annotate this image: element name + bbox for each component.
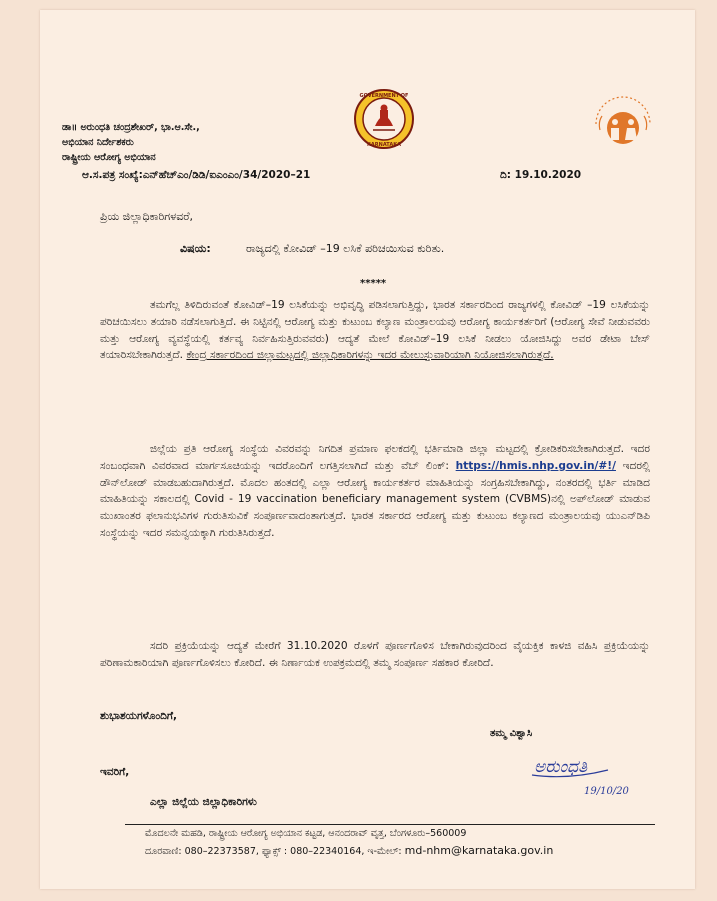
recipient: ಎಲ್ಲಾ ಜಿಲ್ಲೆಯ ಜಿಲ್ಲಾಧಿಕಾರಿಗಳು — [150, 796, 257, 808]
government-emblem-icon — [353, 88, 415, 150]
closing: ಶುಭಾಶಯಗಳೊಂದಿಗೆ, — [100, 710, 177, 722]
separator: ***** — [360, 278, 387, 289]
signature-image — [528, 750, 648, 800]
paragraph-1-underlined: ಕೇಂದ್ರ ಸರ್ಕಾರದಿಂದ ಜಿಲ್ಲಾಮಟ್ಟದಲ್ಲಿ ಜಿಲ್ಲಾಧಿಕಾರಿಗಳನ್ನು ಇದರ ಮೇಲುಸ್ತುವಾರಿಯಾಗಿ ನಿಯೋಜಿಸಲಾಗಿರುತ್ತದೆ. — [186, 349, 554, 362]
emblem-bottom-text: KARNATAKA — [367, 142, 401, 148]
paragraph-2-part1: ಜಿಲ್ಲೆಯ ಪ್ರತಿ ಆರೋಗ್ಯ ಸಂಸ್ಥೆಯ ವಿವರವನ್ನು ನಿಗದಿತ ಪ್ರಮಾಣ ಫಲಕದಲ್ಲಿ ಭರ್ತಿಮಾಡಿ ಜಿಲ್ಲಾ ಮಟ್ಟದಲ್ಲಿ ಕ್ರೋಡಿಕರಿಸಬೇಕಾಗಿರುತ್ತದೆ. ಇದರ ಸಂಬಂಧವಾಗಿ ವಿವರವಾದ ಮಾರ್ಗಸೂಚಿಯನ್ನು ಇದರೊಂದಿಗೆ ಲಗತ್ತಿಸಲಾಗಿದೆ ಮತ್ತು ವೆಬ್ ಲಿಂಕ್: — [100, 443, 650, 472]
footer-address: ಮೊದಲನೇ ಮಹಡಿ, ರಾಷ್ಟ್ರೀಯ ಆರೋಗ್ಯ ಅಭಿಯಾನ ಕಟ್ಟಡ, ಆನಂದರಾವ್ ವೃತ್ತ, ಬೆಂಗಳೂರು–560009 — [145, 828, 467, 839]
paragraph-2-part2: ಇದರಲ್ಲಿ ಡೌನ್‌ಲೋಡ್ ಮಾಡಬಹುದಾಗಿರುತ್ತದೆ. ಮೊದಲ ಹಂತದಲ್ಲಿ ಎಲ್ಲಾ ಆರೋಗ್ಯ ಕಾರ್ಯಕರ್ತರ ಮಾಹಿತಿಯನ್ನು ಸಂಗ್ರಹಿಸಬೇಕಾಗಿದ್ದು, ನಂತರದಲ್ಲಿ ಭರ್ತಿ ಮಾಡಿದ ಮಾಹಿತಿಯನ್ನು ಸಕಾಲದಲ್ಲಿ Covid - 19 vaccination beneficiary management system (CVBMS)ನಲ್ಲಿ ಅಪ್‌ಲೋಡ್ ಮಾಡುವ ಮುಖಾಂತರ ಫಲಾನುಭವಿಗಳ ಗುರುತಿಸುವಿಕೆ ಸಂಪೂರ್ಣವಾದಂತಾಗುತ್ತದೆ. ಭಾರತ ಸರ್ಕಾರದ ಆರೋಗ್ಯ ಮತ್ತು ಕುಟುಂಬ ಕಲ್ಯಾಣದ ಮಂತ್ರಾಲಯವು ಯುಎನ್‌ಡಿಪಿ ಸಂಸ್ಥೆಯನ್ನು ಇದರ ಸಮನ್ವಯಕ್ಕಾಗಿ ಗುರುತಿಸಿರುತ್ತದೆ. — [100, 459, 650, 539]
subject-text: ರಾಜ್ಯದಲ್ಲಿ ಕೋವಿಡ್ –19 ಲಸಿಕೆ ಪರಿಚಯಿಸುವ ಕುರಿತು. — [246, 242, 445, 255]
sender-designation: ಅಭಿಯಾನ ನಿರ್ದೇಶಕರು — [62, 137, 134, 148]
footer-email[interactable]: md-nhm@karnataka.gov.in — [404, 844, 554, 857]
letter-date: ದಿ: 19.10.2020 — [500, 169, 582, 181]
to-label: ಇವರಿಗೆ, — [100, 766, 130, 778]
sender-organization: ರಾಷ್ಟ್ರೀಯ ಆರೋಗ್ಯ ಅಭಿಯಾನ — [62, 152, 156, 163]
footer-contact — [145, 844, 553, 857]
footer-phone-fax: ದೂರವಾಣಿ: 080–22373587, ಫ್ಯಾಕ್ಸ್ : 080–22340164, ಇ-ಮೇಲ್: — [145, 846, 402, 857]
paragraph-1-text: ತಮಗೆಲ್ಲ ತಿಳಿದಿರುವಂತೆ ಕೋವಿಡ್–19 ಲಸಿಕೆಯನ್ನು ಅಭಿವೃದ್ಧಿ ಪಡಿಸಲಾಗುತ್ತಿದ್ದು, ಭಾರತ ಸರ್ಕಾರದಿಂದ ರಾಜ್ಯಗಳಲ್ಲಿ ಕೋವಿಡ್ –19 ಲಸಿಕೆಯನ್ನು ಪರಿಚಯಿಸಲು ತಯಾರಿ ನಡೆಸಲಾಗುತ್ತಿದೆ. ಈ ನಿಟ್ಟಿನಲ್ಲಿ ಆರೋಗ್ಯ ಮತ್ತು ಕುಟುಂಬ ಕಲ್ಯಾಣ ಮಂತ್ರಾಲಯವು ಆರೋಗ್ಯ ಕಾರ್ಯಕರ್ತರಿಗೆ (ಆರೋಗ್ಯ ಸೇವೆ ನೀಡುವವರು ಮತ್ತು ಆರೋಗ್ಯ ವ್ಯವಸ್ಥೆಯಲ್ಲಿ ಕರ್ತವ್ಯ ನಿರ್ವಹಿಸುತ್ತಿರುವವರು) ಆದ್ಯತೆ ಮೇಲೆ ಕೋವಿಡ್–19 ಲಸಿಕೆ ನೀಡಲು ಯೋಜಿಸಿದ್ದು ಅವರ ಡೇಟಾ ಬೇಸ್ ತಯಾರಿಸಬೇಕಾಗಿರುತ್ತದೆ. — [100, 299, 650, 362]
sender-block — [62, 120, 292, 165]
subject-label: ವಿಷಯ: — [180, 242, 211, 255]
reference-number: ಆ.ಸ.ಪತ್ರ ಸಂಖ್ಯೆ:ಎನ್‌ಹೆಚ್‌ಎಂ/ಡಿಡಿ/ಐಎಂಎಂ/34/2020–21 — [82, 169, 311, 181]
hmis-weblink[interactable]: https://hmis.nhp.gov.in/#!/ — [455, 459, 616, 472]
paragraph-1 — [100, 297, 650, 364]
footer-divider — [125, 824, 655, 825]
paragraph-2 — [100, 441, 650, 542]
salutation: ಪ್ರಿಯ ಜಿಲ್ಲಾಧಿಕಾರಿಗಳವರೆ, — [100, 210, 194, 223]
letter-page — [40, 10, 695, 889]
emblem-top-text: GOVERNMENT OF — [359, 93, 409, 99]
sender-name: ಡಾ॥ ಅರುಂಧತಿ ಚಂದ್ರಶೇಖರ್, ಭಾ.ಆ.ಸೇ., — [62, 122, 200, 133]
yours-faithfully: ತಮ್ಮ ವಿಶ್ವಾಸಿ — [490, 728, 533, 739]
signature-date: 19/10/20 — [584, 786, 629, 797]
signature-name: ಅರುಂಧತಿ — [534, 757, 588, 777]
nhm-logo-icon — [588, 92, 658, 154]
paragraph-3: ಸದರಿ ಪ್ರಕ್ರಿಯೆಯನ್ನು ಆದ್ಯತೆ ಮೇರೆಗೆ 31.10.2020 ರೊಳಗೆ ಪೂರ್ಣಗೊಳಿಸ ಬೇಕಾಗಿರುವುದರಿಂದ ವೈಯಕ್ತಿಕ ಕಾಳಜಿ ವಹಿಸಿ ಪ್ರಕ್ರಿಯೆಯನ್ನು ಪರಿಣಾಮಕಾರಿಯಾಗಿ ಪೂರ್ಣಗೊಳಿಸಲು ಕೋರಿದೆ. ಈ ನಿರ್ಣಾಯಕ ಉಪಕ್ರಮದಲ್ಲಿ ತಮ್ಮ ಸಂಪೂರ್ಣ ಸಹಕಾರ ಕೋರಿದೆ. — [100, 640, 650, 669]
